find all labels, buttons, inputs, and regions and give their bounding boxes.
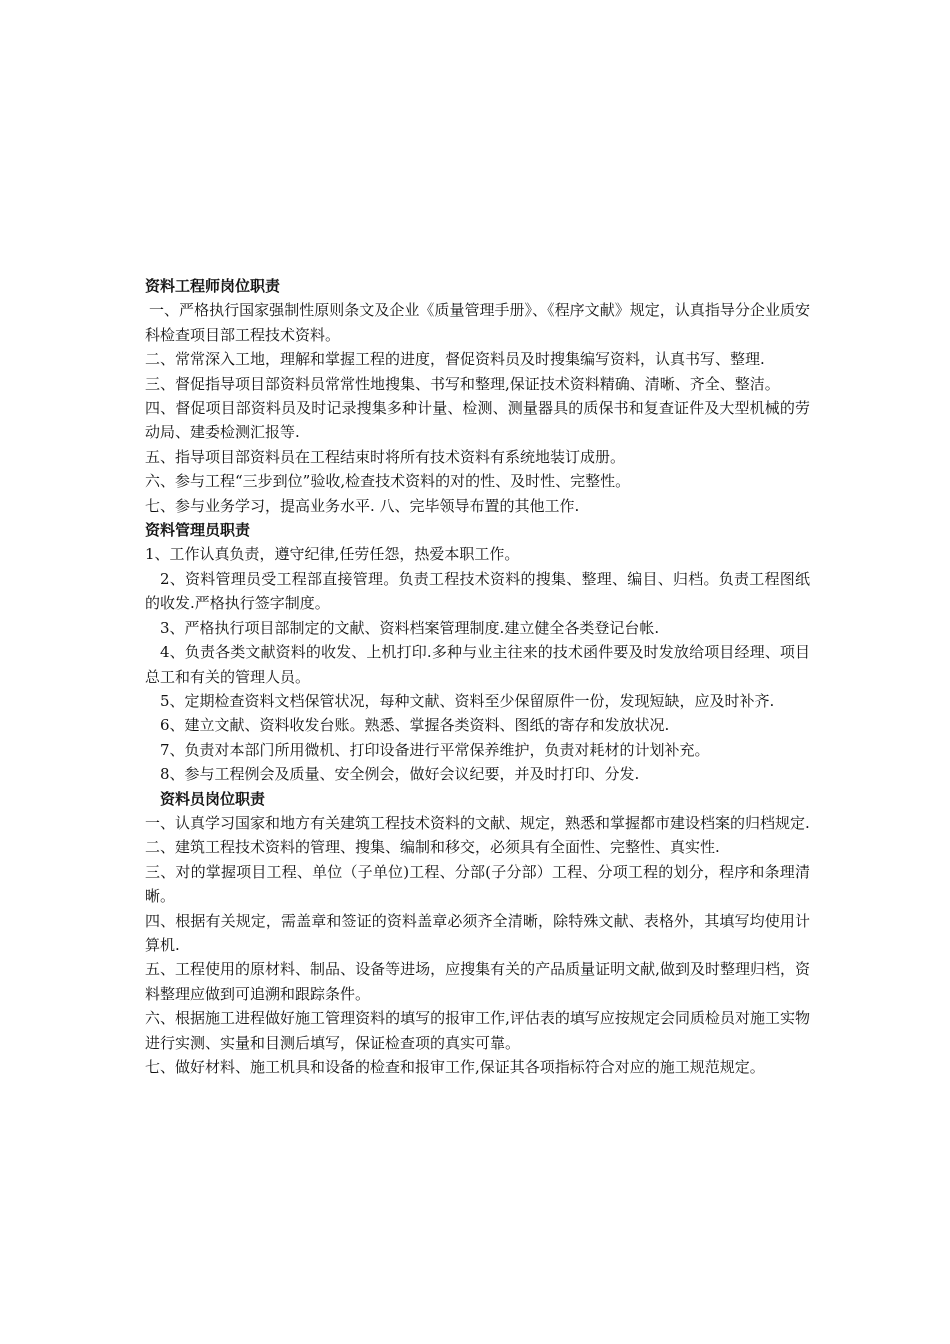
section-heading-engineer: 资料工程师岗位职责 <box>145 277 281 295</box>
paragraph: 8、参与工程例会及质量、安全例会，做好会议纪要，并及时打印、分发. <box>160 765 640 784</box>
paragraph: 一、严格执行国家强制性原则条文及企业《质量管理手册》、《程序文献》规定，认真指导分企业质安科检查项目部工程技术资料。 <box>145 301 810 344</box>
paragraph: 5、定期检查资料文档保管状况，每种文献、资料至少保留原件一份，发现短缺，应及时补齐. <box>160 691 775 710</box>
paragraph: 2、资料管理员受工程部直接管理。负责工程技术资料的搜集、整理、编目、归档。负责工程图纸的收发.严格执行签字制度。 <box>145 569 810 613</box>
paragraph: 二、常常深入工地，理解和掌握工程的进度，督促资料员及时搜集编写资料，认真书写、整理. <box>145 350 765 369</box>
paragraph: 4、负责各类文献资料的收发、上机打印.多种与业主往来的技术函件要及时发放给项目经理、项目总工和有关的管理人员。 <box>145 643 810 686</box>
paragraph: 四、督促项目部资料员及时记录搜集多种计量、检测、测量器具的质保书和复查证件及大型机械的劳动局、建委检测汇报等. <box>145 399 810 442</box>
paragraph: 七、做好材料、施工机具和设备的检查和报审工作,保证其各项指标符合对应的施工规范规定。 <box>145 1058 765 1076</box>
document-page <box>145 274 810 1079</box>
paragraph: 三、督促指导项目部资料员常常性地搜集、书写和整理,保证技术资料精确、清晰、齐全、整洁。 <box>145 374 780 393</box>
paragraph: 五、工程使用的原材料、制品、设备等进场，应搜集有关的产品质量证明文献,做到及时整理归档，资料整理应做到可追溯和跟踪条件。 <box>145 960 810 1003</box>
section-heading-clerk: 资料员岗位职责 <box>160 789 266 808</box>
paragraph: 六、参与工程“三步到位”验收,检查技术资料的对的性、及时性、完整性。 <box>145 472 631 491</box>
paragraph: 3、严格执行项目部制定的文献、资料档案管理制度.建立健全各类登记台帐. <box>160 618 660 637</box>
section-heading-manager: 资料管理员职责 <box>145 521 251 540</box>
paragraph: 五、指导项目部资料员在工程结束时将所有技术资料有系统地装订成册。 <box>145 447 626 466</box>
paragraph: 一、认真学习国家和地方有关建筑工程技术资料的文献、规定，熟悉和掌握都市建设档案的归档规定. <box>145 813 810 832</box>
paragraph: 二、建筑工程技术资料的管理、搜集、编制和移交，必须具有全面性、完整性、真实性. <box>145 838 720 857</box>
paragraph: 六、根据施工进程做好施工管理资料的填写的报审工作,评估表的填写应按规定会同质检员对施工实物进行实测、实量和目测后填写，保证检查项的真实可靠。 <box>145 1009 810 1052</box>
paragraph: 1、工作认真负责，遵守纪律,任劳任怨，热爱本职工作。 <box>145 545 520 564</box>
paragraph: 7、负责对本部门所用微机、打印设备进行平常保养维护，负责对耗材的计划补充。 <box>160 740 710 759</box>
paragraph: 四、根据有关规定，需盖章和签证的资料盖章必须齐全清晰，除特殊文献、表格外，其填写均使用计算机. <box>145 911 810 954</box>
paragraph: 6、建立文献、资料收发台账。熟悉、掌握各类资料、图纸的寄存和发放状况. <box>160 716 670 735</box>
paragraph: 三、对的掌握项目工程、单位（子单位)工程、分部(子分部）工程、分项工程的划分，程序和条理清晰。 <box>145 862 810 906</box>
paragraph: 七、参与业务学习，提高业务水平. 八、完毕领导布置的其他工作. <box>145 496 580 515</box>
